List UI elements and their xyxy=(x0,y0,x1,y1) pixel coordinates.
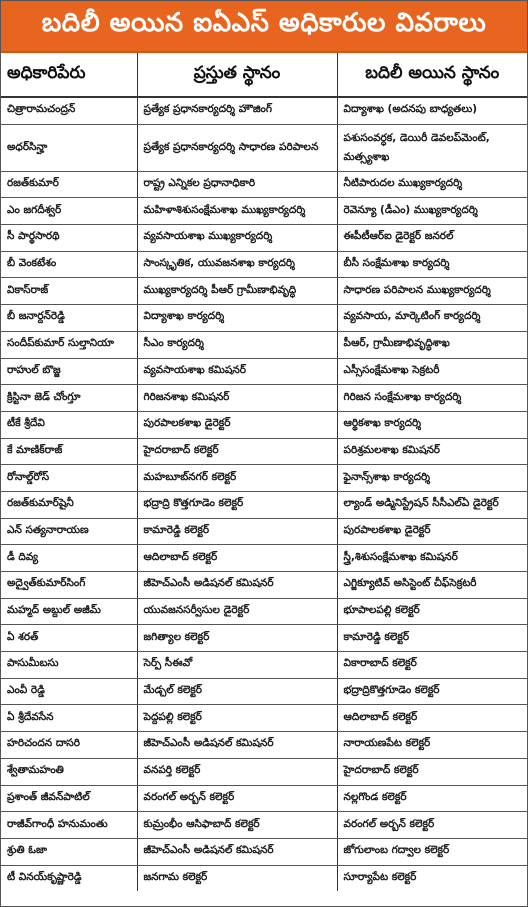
officer-name-cell: వికాస్‌రాజ్ xyxy=(1,278,137,305)
current-position-cell: కుమ్రంభీం ఆసిఫాబాద్ కలెక్టర్ xyxy=(137,812,337,839)
officer-name-cell: రాహుల్ బొజ్జ xyxy=(1,358,137,385)
table-row xyxy=(1,491,527,518)
officer-name-cell: రాజీవ్‌గాంధీ హనుమంతు xyxy=(1,812,137,839)
transferred-position-cell: గిరిజన సంక్షేమశాఖ కార్యదర్శి xyxy=(337,385,527,412)
page-title: బదిలీ అయిన ఐఏఎస్ అధికారుల వివరాలు xyxy=(1,1,527,53)
table-row xyxy=(1,331,527,358)
officer-name-cell: టీ వినయ్‌కృష్ణారెడ్డి xyxy=(7,870,82,883)
current-position-cell: కామారెడ్డి కలెక్టర్ xyxy=(137,518,337,545)
transferred-position-cell: ఎస్సీసంక్షేమశాఖ సెక్రటరీ xyxy=(337,358,527,385)
table-row xyxy=(1,171,527,198)
officer-name-cell: డీ దివ్య xyxy=(1,545,137,572)
current-position-cell: సెర్ప్ సీఈవో xyxy=(137,652,337,679)
transferred-position-cell: సూర్యాపేట కలెక్టర్ xyxy=(337,865,527,891)
current-position-cell: ముఖ్యకార్యదర్శి పీఆర్ గ్రామీణాభివృద్ధి xyxy=(137,278,337,305)
current-position-cell: జగిత్యాల కలెక్టర్ xyxy=(137,625,337,652)
table-row xyxy=(1,97,527,124)
table-row xyxy=(1,545,527,572)
officer-name-cell: హరిచందన దాసరి xyxy=(1,732,137,759)
current-position-cell: ప్రత్యేక ప్రధానకార్యదర్శి హౌజింగ్ xyxy=(137,97,337,124)
transferred-position-cell: పీఆర్, గ్రామీణాభివృద్ధిశాఖ xyxy=(337,331,527,358)
current-position-cell: ప్రత్యేక ప్రధానకార్యదర్శి సాధారణ పరిపాలన xyxy=(137,124,337,171)
officer-name-cell: ఎన్ సత్యనారాయణ xyxy=(1,518,137,545)
header-row xyxy=(1,53,527,97)
table-row xyxy=(1,124,527,171)
table-row xyxy=(1,732,527,759)
table-row xyxy=(1,198,527,225)
transferred-position-cell: నారాయణపేట కలెక్టర్ xyxy=(337,732,527,759)
officer-name-cell: టీకే శ్రీదేవి xyxy=(1,411,137,438)
transferred-position-cell: వికారాబాద్ కలెక్టర్ xyxy=(337,652,527,679)
current-position-cell: వ్యవసాయశాఖ కమిషనర్ xyxy=(137,358,337,385)
transferred-position-cell: ల్యాండ్ అడ్మినిస్ట్రేషన్ సీసీఎల్ఏ డైరెక్టర్ xyxy=(337,491,527,518)
current-position-cell: మేడ్చల్ కలెక్టర్ xyxy=(137,678,337,705)
officer-name-cell: ఏ శరత్ xyxy=(1,625,137,652)
transferred-position-cell: వరంగల్ అర్బన్ కలెక్టర్ xyxy=(337,812,527,839)
transferred-position-cell: హైదరాబాద్ కలెక్టర్ xyxy=(337,758,527,785)
officer-name-cell: శ్వేతామహంతి xyxy=(1,758,137,785)
transfer-table xyxy=(1,53,527,891)
officer-name-cell: ఎంవీ రెడ్డి xyxy=(1,678,137,705)
transferred-position-cell: ఆర్థికశాఖ కార్యదర్శి xyxy=(337,411,527,438)
table-row xyxy=(1,652,527,679)
transferred-position-cell: రెవెన్యూ (డీఎం) ముఖ్యకార్యదర్శి xyxy=(337,198,527,225)
table-row xyxy=(1,358,527,385)
table-row xyxy=(1,865,527,891)
current-position-cell: సాంస్కృతిక, యువజనశాఖ కార్యదర్శి xyxy=(137,251,337,278)
table-row xyxy=(1,305,527,332)
officer-name-cell: సీ పార్థసారథి xyxy=(1,225,137,252)
table-body xyxy=(1,97,527,891)
table-row xyxy=(1,225,527,252)
officer-name-cell: ఏ శ్రీదేవసేన xyxy=(1,705,137,732)
transferred-position-cell: భూపాలపల్లి కలెక్టర్ xyxy=(337,598,527,625)
table-row xyxy=(1,785,527,812)
transferred-position-cell: బీసీ సంక్షేమశాఖ కార్యదర్శి xyxy=(337,251,527,278)
officer-name-cell: ప్రశాంత్ జీవన్‌పాటిల్ xyxy=(1,785,137,812)
transferred-position-cell: భద్రాద్రికొత్తగూడెం కలెక్టర్ xyxy=(337,678,527,705)
current-position-cell: జీహెచ్ఎంసీ అడిషనల్ కమిషనర్ xyxy=(137,572,337,599)
current-position-cell: హైదరాబాద్ కలెక్టర్ xyxy=(137,438,337,465)
officer-name-cell: చిత్రారామచంద్రన్ xyxy=(1,97,137,124)
transferred-position-cell: కామారెడ్డి కలెక్టర్ xyxy=(337,625,527,652)
transferred-position-cell: ఆదిలాబాద్ కలెక్టర్ xyxy=(337,705,527,732)
transferred-position-cell: సాధారణ పరిపాలన ముఖ్యకార్యదర్శి xyxy=(337,278,527,305)
column-header-transferred-position: బదిలీ అయిన స్థానం xyxy=(337,53,527,97)
table-row xyxy=(1,411,527,438)
table-row xyxy=(1,251,527,278)
officer-name-cell: రజత్‌కుమార్‌షైనీ xyxy=(1,491,137,518)
officer-name-cell: పాసుమీబసు xyxy=(1,652,137,679)
table-row xyxy=(1,838,527,865)
table-row xyxy=(1,438,527,465)
transferred-position-cell: జోగులాంబ గద్వాల కలెక్టర్ xyxy=(337,838,527,865)
transferred-position-cell: ఈపీటీఆర్ఐ డైరెక్టర్ జనరల్ xyxy=(337,225,527,252)
table-row xyxy=(1,278,527,305)
current-position-cell: పురపాలకశాఖ డైరెక్టర్ xyxy=(137,411,337,438)
officer-name-cell: రజత్‌కుమార్ xyxy=(1,171,137,198)
officer-name-cell: శ్రుతి ఓజా xyxy=(1,838,137,865)
current-position-cell: మహిళాశిశుసంక్షేమశాఖ ముఖ్యకార్యదర్శి xyxy=(137,198,337,225)
current-position-cell: జనగామ కలెక్టర్ xyxy=(137,865,337,891)
current-position-cell: యువజనసర్వీసుల డైరెక్టర్ xyxy=(137,598,337,625)
officer-name-cell: అద్వైత్‌కుమార్‌సింగ్ xyxy=(1,572,137,599)
transferred-position-cell: స్త్రీ,శిశుసంక్షేమశాఖ కమిషనర్ xyxy=(337,545,527,572)
current-position-cell: మహబూబ్‌నగర్ కలెక్టర్ xyxy=(137,465,337,492)
column-header-officer-name: అధికారిపేరు xyxy=(1,53,137,97)
current-position-cell: సీఎం కార్యదర్శి xyxy=(137,331,337,358)
transferred-position-cell: నల్లగొండ కలెక్టర్ xyxy=(337,785,527,812)
table-header xyxy=(1,53,527,97)
current-position-cell: రాష్ట్ర ఎన్నికల ప్రధానాధికారి xyxy=(137,171,337,198)
current-position-cell: వ్యవసాయశాఖ ముఖ్యకార్యదర్శి xyxy=(137,225,337,252)
table-row xyxy=(1,705,527,732)
officer-name-cell: రోనాల్డ్‌రోస్ xyxy=(1,465,137,492)
officer-name-cell: సందీప్‌కుమార్ సుల్తానియా xyxy=(1,331,137,358)
transferred-position-cell: పశుసంవర్ధక, డెయిరీ డెవలప్‌మెంట్, మత్స్యశాఖ xyxy=(337,124,527,171)
table-row xyxy=(1,758,527,785)
transferred-position-cell: పరిశ్రమలశాఖ కమిషనర్ xyxy=(337,438,527,465)
table-row xyxy=(1,598,527,625)
table-row xyxy=(1,385,527,412)
officer-name-cell: అధర్‌సిన్హా xyxy=(1,124,137,171)
officer-name-cell: మహ్మద్ అబ్దుల్ అజీమ్ xyxy=(1,598,137,625)
current-position-cell: భద్రాద్రి కొత్తగూడెం కలెక్టర్ xyxy=(137,491,337,518)
officer-name-cell: బీ వెంకటేశం xyxy=(1,251,137,278)
officer-name-cell: కే మాణిక్‌రాజ్ xyxy=(1,438,137,465)
transferred-position-cell: విద్యాశాఖ (అదనపు బాధ్యతలు) xyxy=(337,97,527,124)
current-position-cell: వరంగల్ అర్బన్ కలెక్టర్ xyxy=(137,785,337,812)
current-position-cell: వనపర్తి కలెక్టర్ xyxy=(137,758,337,785)
transferred-position-cell: ఫైనాన్స్‌శాఖ కార్యదర్శి xyxy=(337,465,527,492)
current-position-cell: గిరిజనశాఖ కమిషనర్ xyxy=(137,385,337,412)
transferred-position-cell: పురపాలకశాఖ డైరెక్టర్ xyxy=(337,518,527,545)
table-row xyxy=(1,465,527,492)
transferred-position-cell: ఎగ్జిక్యూటివ్ అసిస్టెంట్ చీఫ్‌సెక్రటరీ xyxy=(337,572,527,599)
current-position-cell: ఆదిలాబాద్ కలెక్టర్ xyxy=(137,545,337,572)
table-row xyxy=(1,678,527,705)
current-position-cell: జీహెచ్ఎంసీ అడిషనల్ కమిషనర్ xyxy=(137,838,337,865)
table-row xyxy=(1,812,527,839)
transferred-position-cell: నీటిపారుదల ముఖ్యకార్యదర్శి xyxy=(337,171,527,198)
column-header-current-position: ప్రస్తుత స్థానం xyxy=(137,53,337,97)
current-position-cell: పెద్దపల్లి కలెక్టర్ xyxy=(137,705,337,732)
officer-name-cell: క్రిస్టినా జెడ్ చోంగ్తూ xyxy=(1,385,137,412)
table-row xyxy=(1,518,527,545)
officer-name-cell: బీ జనార్దన్‌రెడ్డి xyxy=(1,305,137,332)
table-row xyxy=(1,625,527,652)
current-position-cell: విద్యాశాఖ కార్యదర్శి xyxy=(137,305,337,332)
officer-name-cell: ఎం జగదీశ్వర్ xyxy=(1,198,137,225)
current-position-cell: జీహెచ్ఎంసీ అడిషనల్ కమిషనర్ xyxy=(137,732,337,759)
table-row xyxy=(1,572,527,599)
transferred-position-cell: వ్యవసాయ, మార్కెటింగ్ కార్యదర్శి xyxy=(337,305,527,332)
